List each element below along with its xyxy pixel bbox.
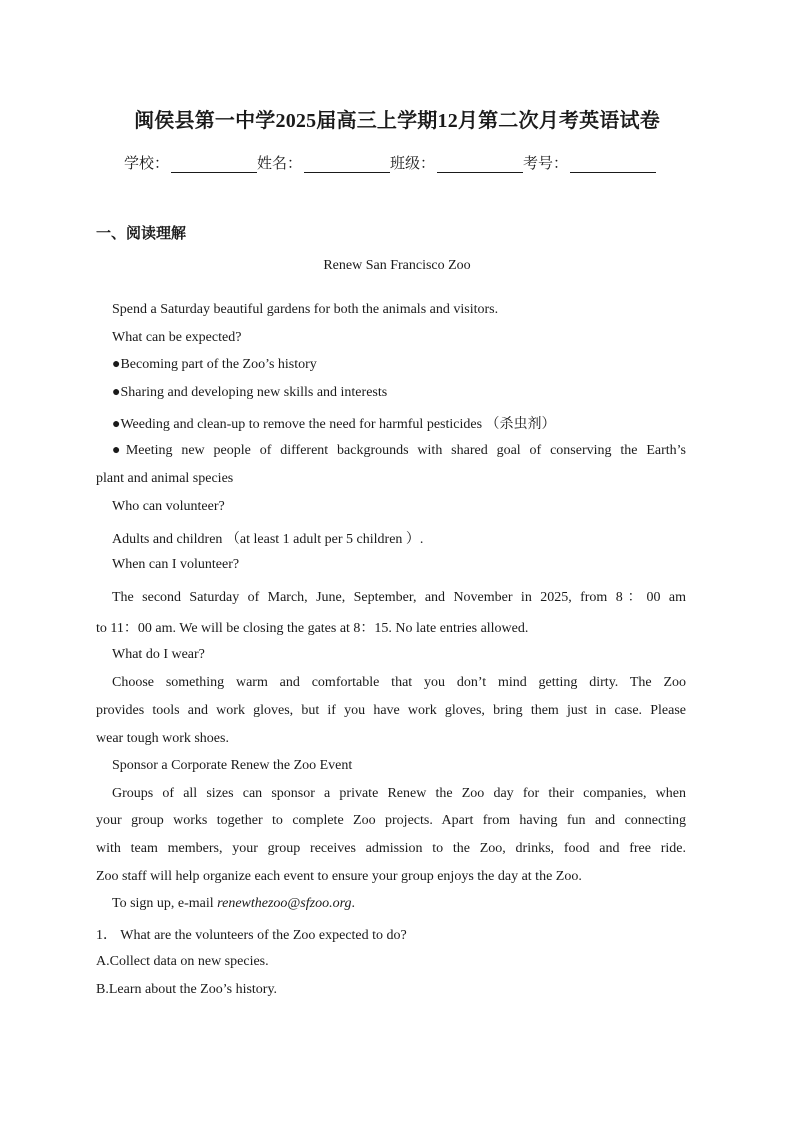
question-option-b: B.Learn about the Zoo’s history. (96, 982, 278, 997)
passage-line: provides tools and work gloves, but if you have work gloves, bring them just in case. Please (96, 703, 686, 718)
exam-number-blank (570, 156, 656, 173)
passage-line: What do I wear? (112, 647, 205, 662)
passage-line: Spend a Saturday beautiful gardens for both the animals and visitors. (112, 302, 499, 317)
passage-title: Renew San Francisco Zoo (323, 258, 471, 273)
passage-line: your group works together to complete Zoo projects. Apart from having fun and connecting (96, 813, 686, 828)
name-blank (304, 156, 390, 173)
passage-line: When can I volunteer? (112, 557, 240, 572)
bullet-item: ●Becoming part of the Zoo’s history (112, 357, 317, 372)
question-option-a: A.Collect data on new species. (96, 954, 269, 969)
passage-line: The second Saturday of March, June, September, and November in 2025, from 8：00 am (112, 590, 686, 605)
passage-line: to 11：00 am. We will be closing the gates at 8：15. No late entries allowed. (96, 621, 529, 636)
passage-line: with team members, your group receives admission to the Zoo, drinks, food and free ride. (96, 841, 686, 856)
bullet-item-continuation: plant and animal species (96, 471, 234, 486)
passage-line: Groups of all sizes can sponsor a private Renew the Zoo day for their companies, when (112, 786, 686, 801)
passage-line: wear tough work shoes. (96, 731, 229, 746)
passage-line: Sponsor a Corporate Renew the Zoo Event (112, 758, 353, 773)
student-info-row (124, 152, 656, 173)
name-label: 姓名： (257, 154, 303, 172)
signup-line (112, 896, 355, 912)
bullet-item: ●Weeding and clean-up to remove the need for harmful pesticides （杀虫剂） (112, 417, 556, 432)
exam-number-label: 考号： (523, 154, 569, 172)
signup-prefix: To sign up, e-mail (112, 896, 218, 911)
passage-line: Choose something warm and comfortable that you don’t mind getting dirty. The Zoo (112, 675, 686, 690)
class-label: 班级： (390, 154, 436, 172)
signup-suffix: . (351, 896, 356, 911)
passage-line: Zoo staff will help organize each event to ensure your group enjoys the day at the Zoo. (96, 869, 582, 884)
passage-line: Adults and children （at least 1 adult per 5 children ）. (112, 532, 424, 547)
bullet-item: ●Sharing and developing new skills and interests (112, 385, 388, 400)
bullet-item: ●Meeting new people of different backgrounds with shared goal of conserving the Earth’s (112, 443, 686, 458)
signup-email: renewthezoo@sfzoo.org (217, 896, 352, 911)
school-label: 学校： (124, 154, 170, 172)
exam-title: 闽侯县第一中学2025届高三上学期12月第二次月考英语试卷 (134, 110, 660, 132)
passage-line: Who can volunteer? (112, 499, 225, 514)
school-blank (171, 156, 257, 173)
passage-line: What can be expected? (112, 330, 242, 345)
section-heading: 一、阅读理解 (96, 224, 187, 242)
class-blank (437, 156, 523, 173)
question-stem: 1． What are the volunteers of the Zoo expected to do? (96, 928, 407, 943)
